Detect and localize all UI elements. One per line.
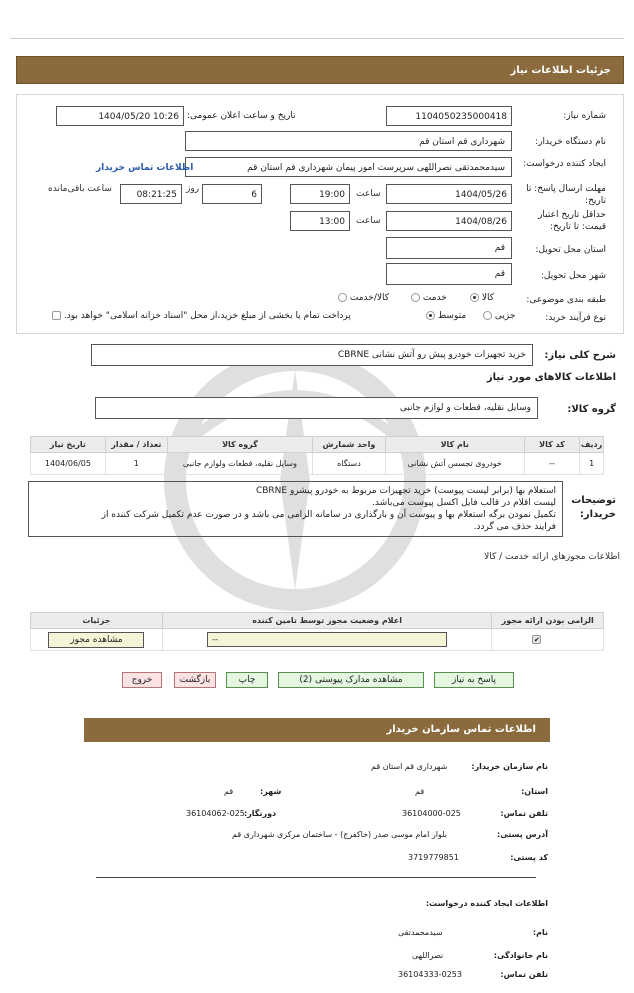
process-label: نوع فرآیند خرید: <box>545 313 606 323</box>
checkbox-icon[interactable] <box>52 311 61 320</box>
creator-info-title: اطلاعات ایجاد کننده درخواست: <box>425 899 548 908</box>
remaining-time-field: 08:21:25 <box>120 184 182 204</box>
payment-option[interactable] <box>52 311 351 321</box>
goods-table <box>30 436 604 475</box>
need-number-label: شماره نیاز: <box>563 111 606 121</box>
org-label: نام سازمان خریدار: <box>471 762 548 771</box>
city-label: شهر محل تحویل: <box>540 271 606 281</box>
top-divider <box>10 38 624 39</box>
table-cell: دستگاه <box>313 453 386 475</box>
postal-label: کد پستی: <box>510 853 548 862</box>
announce-field: 1404/05/20 10:26 <box>56 106 184 126</box>
city-contact-label: شهر: <box>260 787 282 796</box>
details-cell <box>31 629 163 651</box>
permits-table <box>30 612 604 651</box>
summary-label: شرح کلی نیاز: <box>544 350 616 361</box>
buyer-label: نام دستگاه خریدار: <box>535 137 606 147</box>
col-header: الزامی بودن ارائه مجوز <box>492 613 604 629</box>
deadline-label: مهلت ارسال پاسخ: تا تاریخ: <box>526 184 606 206</box>
validity-time-field: 13:00 <box>290 211 350 231</box>
category-label: طبقه بندی موضوعی: <box>526 295 606 305</box>
postal-value: 3719779851 <box>408 853 459 862</box>
table-cell: -- <box>524 453 580 475</box>
tel-value: 36104333-0253 <box>398 970 462 979</box>
table-cell: 1 <box>580 453 604 475</box>
city-field: قم <box>386 263 512 285</box>
col-header: گروه کالا <box>167 437 312 453</box>
process-minor-label: جزیی <box>494 311 516 321</box>
exit-button[interactable]: خروج <box>122 672 162 688</box>
goods-group-field: وسایل نقلیه، قطعات و لوازم جانبی <box>95 397 538 419</box>
province-label: استان محل تحویل: <box>535 245 606 255</box>
name-label: نام: <box>532 928 548 937</box>
print-button[interactable]: چاپ <box>226 672 268 688</box>
phone-label: تلفن تماس: <box>500 809 548 818</box>
family-value: نصراللهی <box>412 951 444 960</box>
goods-group-label: گروه کالا: <box>567 404 616 415</box>
address-label: آدرس پستی: <box>497 830 548 839</box>
permits-title: اطلاعات مجوزهای ارائه خدمت / کالا <box>484 552 620 562</box>
address-value: بلوار امام موسی صدر (خاکفرج) - ساختمان مرکزی شهرداری قم <box>232 830 447 839</box>
deadline-date-field: 1404/05/26 <box>386 184 512 204</box>
day-label: روز <box>186 184 200 194</box>
name-value: سیدمحمدتقی <box>398 928 443 937</box>
buyer-field: شهرداری قم استان قم <box>185 131 512 151</box>
category-goods-option[interactable] <box>470 293 494 303</box>
goods-info-title: اطلاعات کالاهای مورد نیاز <box>486 372 616 383</box>
table-cell: وسایل نقلیه، قطعات ولوازم جانبی <box>167 453 312 475</box>
buyer-notes-line: استعلام بها (برابر لیست پیوست) خرید تجهیزات مربوط به خودرو پیشرو CBRNE <box>255 486 556 496</box>
col-header: تاریخ نیاز <box>31 437 106 453</box>
remaining-label: ساعت باقی‌مانده <box>48 184 112 194</box>
process-minor-option[interactable] <box>483 311 515 321</box>
org-value: شهرداری قم استان قم <box>371 762 448 771</box>
payment-note: پرداخت تمام یا بخشی از مبلغ خرید،از محل "اسناد خزانه اسلامی" خواهد بود. <box>63 311 351 321</box>
col-header: ردیف <box>580 437 604 453</box>
required-cell <box>492 629 604 651</box>
summary-field: خرید تجهیزات خودرو پیش رو آتش نشانی CBRNE <box>91 344 533 366</box>
table-cell: 1 <box>105 453 167 475</box>
category-goods-label: کالا <box>481 293 495 303</box>
contact-header: اطلاعات تماس سازمان خریدار <box>84 718 550 742</box>
col-header: واحد شمارش <box>313 437 386 453</box>
category-both-label: کالا/خدمت <box>349 293 390 303</box>
deadline-time-field: 19:00 <box>290 184 350 204</box>
family-label: نام خانوادگی: <box>493 951 548 960</box>
table-cell: خودروی تجسس آتش نشانی <box>385 453 524 475</box>
table-row <box>31 629 604 651</box>
phone-value: 36104000-025 <box>402 809 461 818</box>
buyer-notes-line: فرایند حذف می گردد. <box>473 522 556 532</box>
province-field: قم <box>386 237 512 259</box>
validity-date-field: 1404/08/26 <box>386 211 512 231</box>
buyer-notes-box <box>28 481 563 537</box>
announce-label: تاریخ و ساعت اعلان عمومی: <box>187 111 296 121</box>
radio-empty-icon[interactable] <box>411 293 420 302</box>
back-button[interactable]: بازگشت <box>174 672 216 688</box>
view-permit-button[interactable]: مشاهده مجوز <box>48 632 144 648</box>
fax-label: دورنگار: <box>244 809 277 818</box>
page-header: جزئیات اطلاعات نیاز <box>16 56 624 84</box>
col-header: تعداد / مقدار <box>105 437 167 453</box>
need-number-field: 1104050235000418 <box>386 106 512 126</box>
province-contact-label: استان: <box>521 787 548 796</box>
creator-field: سیدمحمدتقی نصراللهی سرپرست امور پیمان شهرداری قم استان قم <box>185 157 512 177</box>
days-field: 6 <box>202 184 262 204</box>
category-service-option[interactable] <box>411 293 447 303</box>
province-contact-value: قم <box>415 787 425 796</box>
deadline-hour-label: ساعت <box>356 189 381 199</box>
validity-hour-label: ساعت <box>356 216 381 226</box>
buyer-notes-line: تکمیل نمودن برگه استعلام بها و پیوست آن و بارگذاری در سامانه الزامی می باشد و در صورت عدم تکمیل شرکت کننده از <box>101 510 556 520</box>
buyer-notes-label: توضیحات خریدار: <box>571 495 616 520</box>
col-header: نام کالا <box>385 437 524 453</box>
category-service-label: خدمت <box>422 293 447 303</box>
process-medium-label: متوسط <box>437 311 467 321</box>
col-header: جزئیات <box>31 613 163 629</box>
tel-label: تلفن تماس: <box>500 970 548 979</box>
watermark-logo <box>60 330 530 630</box>
table-cell: 1404/06/05 <box>31 453 106 475</box>
table-row <box>31 453 604 475</box>
buyer-notes-line: لیست اقلام در قالب فایل اکسل پیوست می‌باشد. <box>371 498 556 508</box>
status-cell <box>162 629 492 651</box>
col-header: کد کالا <box>524 437 580 453</box>
fax-value: 36104062-025 <box>186 809 245 818</box>
validity-label: حداقل تاریخ اعتبار قیمت: تا تاریخ: <box>538 210 606 232</box>
creator-label: ایجاد کننده درخواست: <box>523 159 606 169</box>
permit-status-field[interactable]: -- <box>207 632 447 647</box>
process-medium-option[interactable] <box>426 311 466 321</box>
view-docs-button[interactable]: مشاهده مدارک پیوستی (2) <box>278 672 424 688</box>
reply-button[interactable]: پاسخ به نیاز <box>434 672 514 688</box>
buyer-contact-link[interactable]: اطلاعات تماس خریدار <box>96 163 194 173</box>
col-header: اعلام وضعیت مجوز توسط تامین کننده <box>162 613 492 629</box>
contact-divider <box>96 877 536 878</box>
city-contact-value: قم <box>224 787 234 796</box>
radio-empty-icon[interactable] <box>338 293 347 302</box>
radio-empty-icon[interactable] <box>483 311 492 320</box>
category-both-option[interactable] <box>338 293 389 303</box>
radio-selected-icon[interactable] <box>470 293 479 302</box>
radio-selected-icon[interactable] <box>426 311 435 320</box>
checkbox-checked-icon: ✔ <box>533 636 540 644</box>
